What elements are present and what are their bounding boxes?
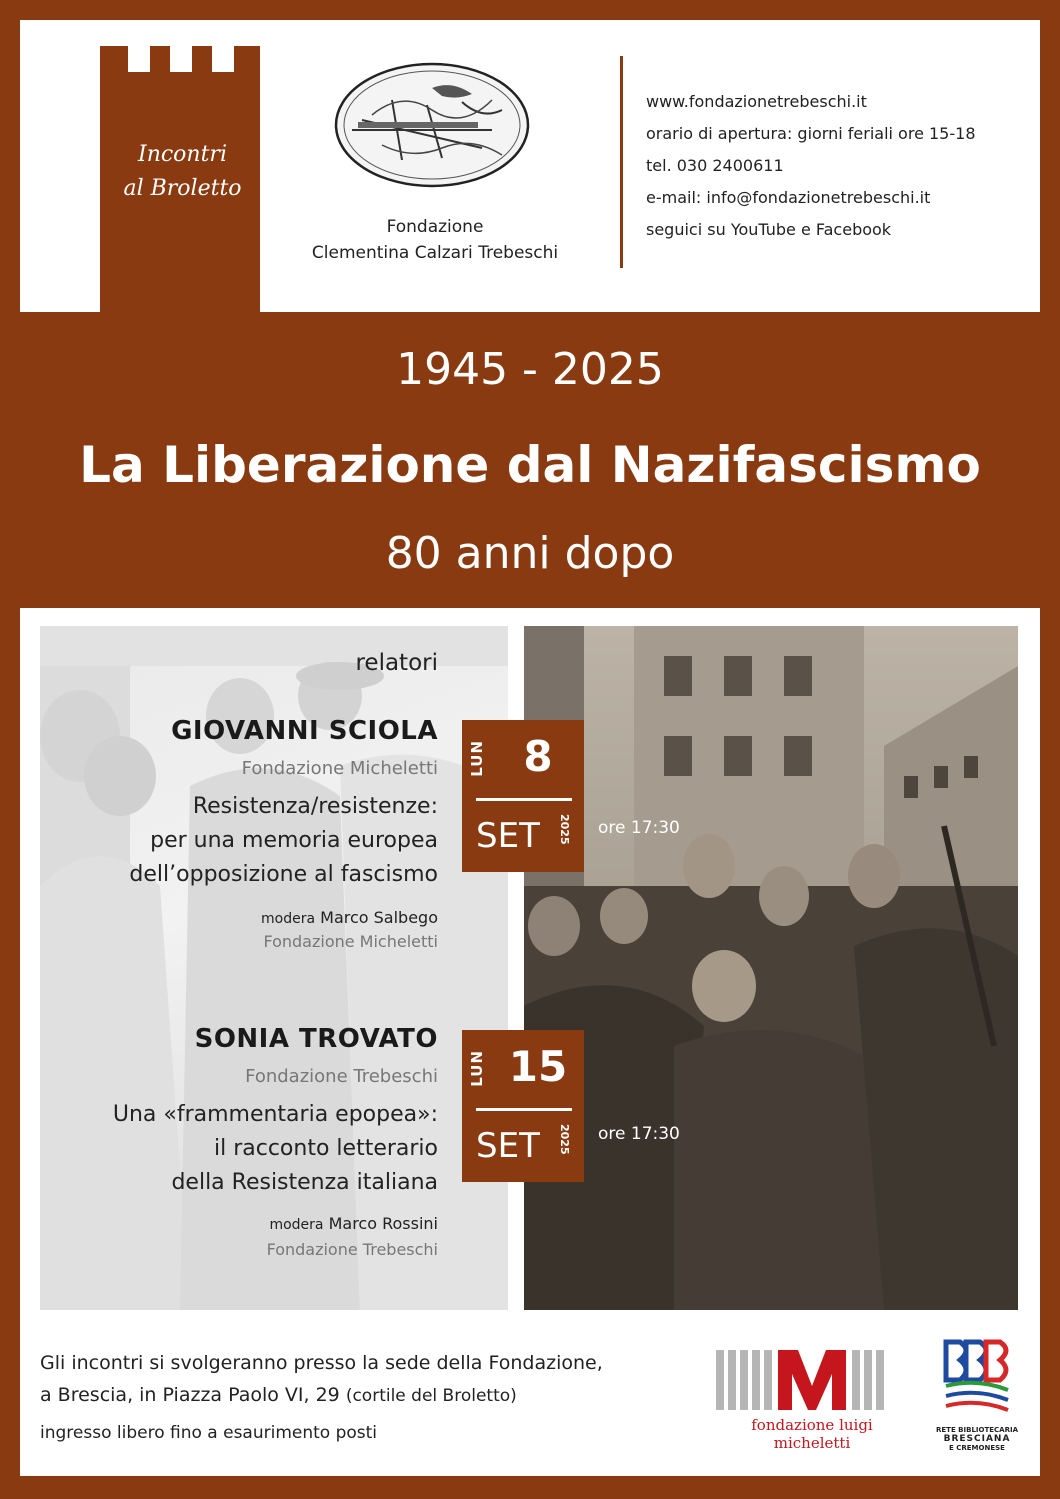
date-divider [476, 1108, 572, 1111]
tower-crenel [212, 46, 234, 72]
day-of-week: LUN [468, 1050, 486, 1087]
moderator-prefix: modera [269, 1217, 324, 1233]
event-years: 1945 - 2025 [396, 344, 664, 395]
day-of-week: LUN [468, 740, 486, 777]
moderator [261, 908, 438, 927]
venue-address-note: (cortile del Broletto) [345, 1386, 517, 1406]
date-box [462, 1030, 584, 1182]
opening-hours: orario di apertura: giorni feriali ore 15-18 [646, 124, 976, 143]
event-title: La Liberazione dal Nazifascismo [79, 436, 981, 494]
talk-title-line: per una memoria europea [150, 828, 438, 853]
speaker-name: SONIA TROVATO [194, 1024, 438, 1054]
frame-strip-left [0, 608, 20, 1476]
moderator-name: Marco Rossini [328, 1214, 438, 1233]
rbbc-line: E CREMONESE [949, 1444, 1005, 1452]
rbbc-name [932, 1426, 1022, 1453]
event-time: ore 17:30 [598, 1124, 680, 1144]
foundation-name [270, 214, 600, 266]
day-number: 8 [523, 732, 553, 781]
frame-strip-right [1040, 608, 1060, 1476]
talk-title [129, 790, 438, 892]
day-number: 15 [508, 1042, 568, 1091]
contact-info [646, 86, 976, 246]
tower-text-line: Incontri [138, 142, 227, 167]
email-address[interactable]: e-mail: info@fondazionetrebeschi.it [646, 188, 931, 207]
event-subtitle: 80 anni dopo [385, 528, 675, 579]
speaker-organization: Fondazione Trebeschi [245, 1066, 438, 1087]
tower-logo-text [110, 138, 255, 206]
talk-title-line: il racconto letterario [214, 1136, 438, 1161]
speakers-label: relatori [355, 650, 438, 676]
foundation-seal-logo [332, 60, 532, 190]
talk-title [113, 1098, 438, 1200]
partisans-photo-scene [524, 626, 1018, 1310]
rbbc-line: RETE BIBLIOTECARIA [936, 1426, 1018, 1434]
moderator-organization: Fondazione Trebeschi [266, 1240, 438, 1259]
free-entry-note: ingresso libero fino a esaurimento posti [40, 1423, 378, 1443]
website-link[interactable]: www.fondazionetrebeschi.it [646, 92, 867, 111]
moderator [269, 1214, 438, 1233]
tower-crenel [128, 46, 150, 72]
moderator-prefix: modera [261, 911, 316, 927]
foundation-name-line: Clementina Calzari Trebeschi [311, 243, 559, 263]
header-divider [620, 56, 623, 268]
tower-text-line: al Broletto [123, 176, 242, 201]
talk-title-line: dell’opposizione al fascismo [129, 862, 438, 887]
year: 2025 [558, 814, 571, 845]
speaker-name: GIOVANNI SCIOLA [171, 716, 438, 746]
talk-title-line: Resistenza/resistenze: [192, 794, 438, 819]
venue-address-main: a Brescia, in Piazza Paolo VI, 29 [40, 1384, 340, 1406]
tower-crenel [170, 46, 192, 72]
foundation-name-line: Fondazione [386, 217, 484, 237]
talk-title-line: della Resistenza italiana [171, 1170, 438, 1195]
month: SET [476, 816, 540, 856]
speaker-organization: Fondazione Micheletti [241, 758, 438, 779]
date-box [462, 720, 584, 872]
talk-title-line: Una «frammentaria epopea»: [112, 1102, 438, 1127]
partisans-historical-photo [524, 626, 1018, 1310]
venue-address [40, 1380, 517, 1411]
micheletti-logo [716, 1346, 896, 1414]
rbbc-logo [942, 1338, 1012, 1426]
micheletti-name: fondazione luigi micheletti [751, 1416, 873, 1452]
event-time: ore 17:30 [598, 818, 680, 838]
social-follow: seguici su YouTube e Facebook [646, 220, 892, 239]
date-divider [476, 798, 572, 801]
phone-number: tel. 030 2400611 [646, 156, 784, 175]
venue-text: Gli incontri si svolgeranno presso la sede della Fondazione, [40, 1352, 603, 1374]
title-band [20, 312, 1040, 608]
rbbc-line: BRESCIANA [943, 1434, 1011, 1444]
moderator-organization: Fondazione Micheletti [263, 932, 438, 951]
month: SET [476, 1126, 540, 1166]
moderator-name: Marco Salbego [320, 908, 438, 927]
year: 2025 [558, 1124, 571, 1155]
